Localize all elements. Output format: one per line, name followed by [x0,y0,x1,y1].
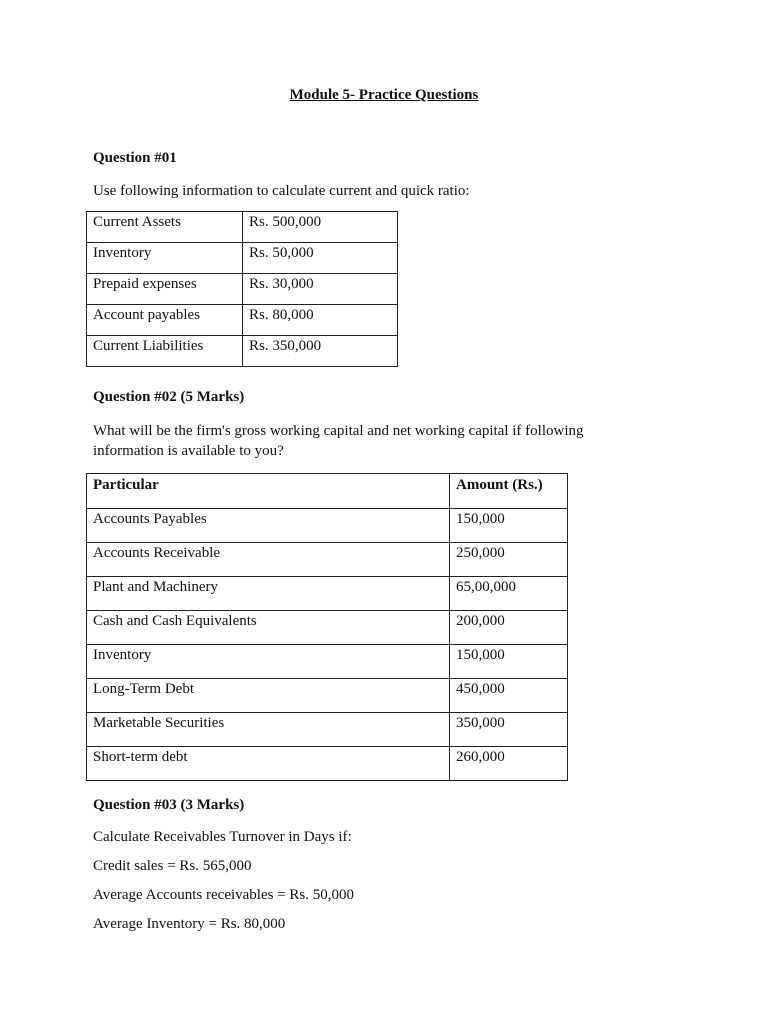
table-cell: 260,000 [450,747,568,781]
table-row [87,747,568,781]
question-1-text: Use following information to calculate current and quick ratio: [93,183,470,199]
table-row [87,243,398,274]
table-cell: Long-Term Debt [87,679,450,713]
table-header-row [87,474,568,509]
table-cell: Inventory [87,645,450,679]
table-cell: Short-term debt [87,747,450,781]
table-cell: Marketable Securities [87,713,450,747]
question-3-heading: Question #03 (3 Marks) [93,797,245,813]
table-cell: 150,000 [450,645,568,679]
table-cell: 350,000 [450,713,568,747]
table-cell: Accounts Payables [87,509,450,543]
table-cell: Accounts Receivable [87,543,450,577]
table-cell: Rs. 50,000 [243,243,398,274]
table-cell: Account payables [87,305,243,336]
table-cell: 450,000 [450,679,568,713]
table-row [87,212,398,243]
table-cell: Rs. 500,000 [243,212,398,243]
question-2-heading: Question #02 (5 Marks) [93,389,245,405]
table-cell: 65,00,000 [450,577,568,611]
table-cell: Current Liabilities [87,336,243,367]
table-row [87,336,398,367]
table-cell: Current Assets [87,212,243,243]
table-cell: 200,000 [450,611,568,645]
question-2-text-line-2: information is available to you? [93,443,284,459]
table-row [87,543,568,577]
table-row [87,509,568,543]
table-row [87,713,568,747]
question-2-text-line-1: What will be the firm's gross working capital and net working capital if following [93,423,584,439]
table-header-particular: Particular [87,474,450,509]
table-cell: 150,000 [450,509,568,543]
table-row [87,611,568,645]
table-cell: Prepaid expenses [87,274,243,305]
table-row [87,305,398,336]
table-cell: Rs. 350,000 [243,336,398,367]
question-3-line-1: Calculate Receivables Turnover in Days if: [93,829,352,845]
table-cell: Rs. 80,000 [243,305,398,336]
page-title: Module 5- Practice Questions [289,87,479,103]
table-row [87,645,568,679]
question-3-line-3: Average Accounts receivables = Rs. 50,000 [93,887,355,903]
table-cell: Cash and Cash Equivalents [87,611,450,645]
question-2-table [86,473,568,781]
table-cell: 250,000 [450,543,568,577]
question-1-heading: Question #01 [93,150,177,166]
question-1-table [86,211,398,367]
table-header-amount: Amount (Rs.) [450,474,568,509]
table-row [87,679,568,713]
table-cell: Inventory [87,243,243,274]
table-row [87,577,568,611]
question-3-line-2: Credit sales = Rs. 565,000 [93,858,252,874]
table-cell: Plant and Machinery [87,577,450,611]
table-cell: Rs. 30,000 [243,274,398,305]
table-row [87,274,398,305]
question-3-line-4: Average Inventory = Rs. 80,000 [93,916,286,932]
